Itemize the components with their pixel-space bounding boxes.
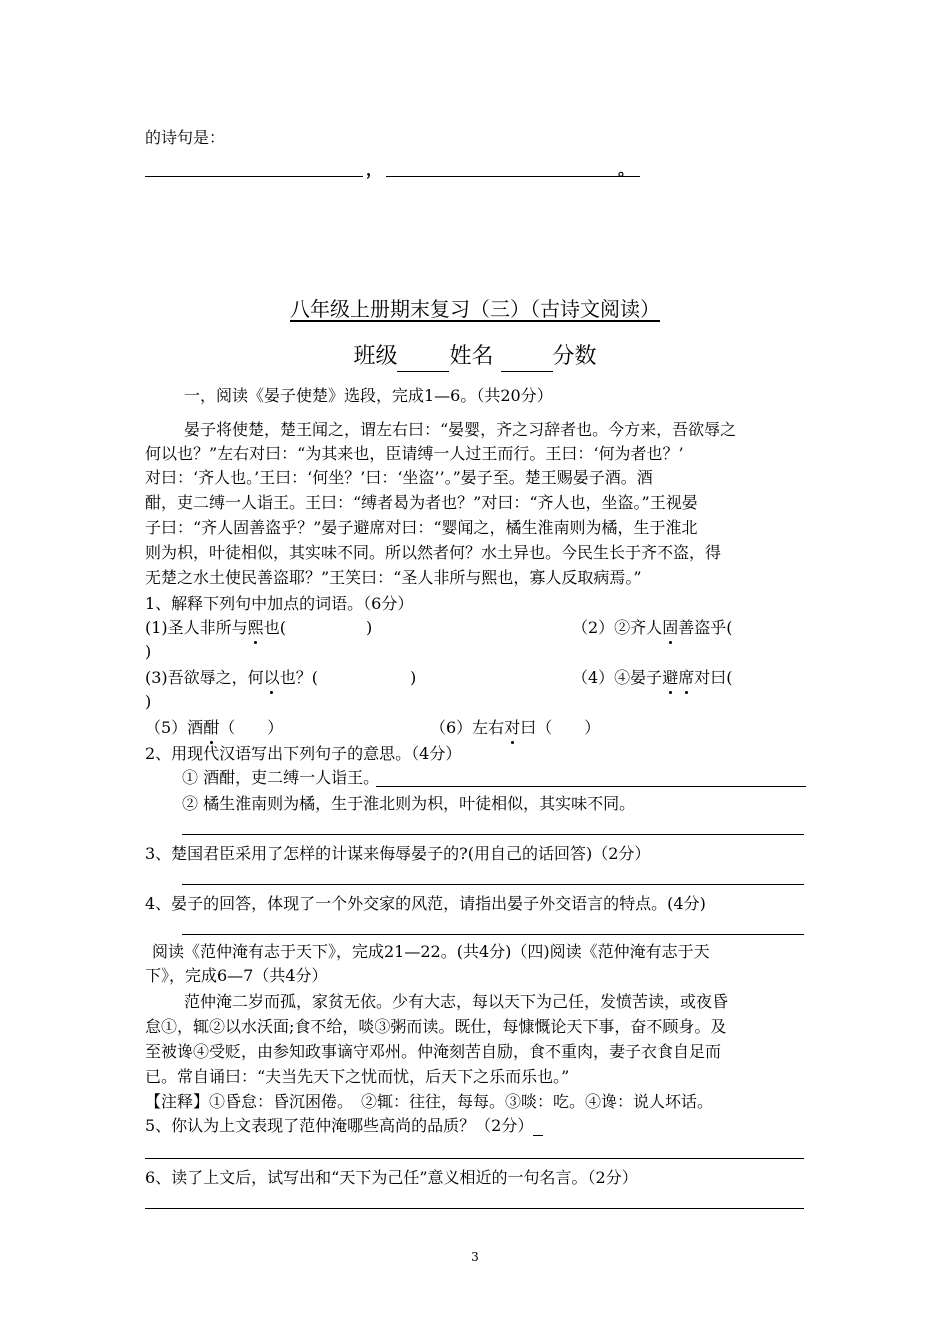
- passage-line: 怠①，辄②以水沃面;食不给，啖③粥而读。既仕，每慷慨论天下事，奋不顾身。及: [145, 1017, 727, 1036]
- dotted-word: 酣: [203, 718, 220, 737]
- class-name-score-line: [0, 342, 950, 372]
- passage-line: 则为枳，叶徒相似，其实味不同。所以然者何？水土异也。今民生长于齐不盗，得: [145, 543, 722, 562]
- passage-line: 无楚之水土使民善盗耶？”王笑曰：“圣人非所与熙也，寡人反取病焉。”: [145, 568, 642, 587]
- dotted-word: 以: [263, 668, 280, 687]
- dotted-word: 熙: [247, 618, 264, 637]
- q1-item-text: （2）②齐人: [572, 618, 663, 637]
- passage-line: 至被谗④受贬，由参知政事谪守邓州。仲淹刻苦自励，食不重肉，妻子衣食自足而: [145, 1042, 722, 1061]
- q1-item-2-wrap: ): [145, 642, 152, 661]
- q1-item-text: (3)吾欲辱之，何: [145, 668, 264, 687]
- question-3: 3、楚国君臣采用了怎样的计谋来侮辱晏子的?(用自己的话回答)（2分）: [145, 844, 651, 863]
- q1-item-3: [145, 668, 416, 688]
- dotted-word: 避: [662, 668, 679, 687]
- answer-blank[interactable]: [533, 1117, 543, 1136]
- dotted-word: 固: [662, 618, 679, 637]
- answer-line[interactable]: [182, 834, 804, 835]
- answer-line[interactable]: [145, 1158, 804, 1159]
- answer-line[interactable]: [376, 786, 806, 787]
- question-5: [145, 1116, 543, 1136]
- q1-item-text: (1)圣人非所与: [145, 618, 248, 637]
- q1-item-text: 也？(: [279, 668, 318, 687]
- q1-item-text: 曰（ ）: [520, 718, 601, 737]
- dotted-word: 对: [504, 718, 521, 737]
- class-blank: [397, 349, 449, 372]
- q1-item-text: （4）④晏子: [572, 668, 663, 687]
- passage-line: 何以也？”左右对曰：“为其来也，臣请缚一人过王而行。王曰：‘何为者也？’: [145, 444, 684, 463]
- question-6: 6、读了上文后，试写出和“天下为己任”意义相近的一句名言。（2分）: [145, 1168, 638, 1187]
- q2-sentence-2: ② 橘生淮南则为橘，生于淮北则为枳，叶徒相似，其实味不同。: [182, 794, 636, 813]
- passage-line: 晏子将使楚，楚王闻之，谓左右曰：“晏婴，齐之习辞者也。今方来，吾欲辱之: [184, 420, 737, 439]
- question-1-label: 1、解释下列句中加点的词语。（6分）: [145, 594, 414, 613]
- page-title: [0, 296, 950, 322]
- page-number: 3: [471, 1250, 479, 1264]
- score-label: 分数: [552, 344, 597, 369]
- passage-line: 已。常自诵曰：“夫当先天下之忧而忧，后天下之乐而乐也。”: [145, 1067, 570, 1086]
- question-2-label: 2、用现代汉语写出下列句子的意思。（4分）: [145, 744, 462, 763]
- top-period: 。: [618, 160, 635, 179]
- q1-item-text: ): [365, 618, 373, 637]
- answer-line[interactable]: [145, 1208, 804, 1209]
- dotted-word: 席: [678, 668, 695, 687]
- passage-line: 对曰：‘齐人也。’王曰：‘何坐？’曰：‘坐盗’’。”晏子至。楚王赐晏子酒。酒: [145, 468, 653, 487]
- answer-line[interactable]: [182, 884, 804, 885]
- section2-heading-1: 阅读《范仲淹有志于天下》，完成21—22。(共4分)（四)阅读《范仲淹有志于天: [152, 942, 710, 961]
- q1-item-2: [572, 618, 732, 638]
- page-title-text: 八年级上册期末复习（三）（古诗文阅读）: [290, 297, 660, 321]
- q2-sentence-1: ① 酒酣，吏二缚一人诣王。: [182, 768, 380, 787]
- q1-item-1: [145, 618, 372, 638]
- q1-item-5: [145, 718, 283, 738]
- question-4: 4、晏子的回答，体现了一个外交家的风范，请指出晏子外交语言的特点。(4分): [145, 894, 706, 913]
- name-label: 姓名: [449, 344, 494, 369]
- class-label: 班级: [353, 344, 398, 369]
- q1-item-4: [572, 668, 732, 688]
- section2-heading-2: 下》，完成6—7（共4分）: [145, 966, 328, 985]
- answer-line: [145, 176, 363, 177]
- q1-item-text: 也(: [263, 618, 286, 637]
- annotation-note: 【注释】①昏怠：昏沉困倦。 ②辄：往往，每每。③啖：吃。④谗：说人坏话。: [145, 1092, 714, 1111]
- passage-line: 范仲淹二岁而孤，家贫无依。少有大志，每以天下为己任，发愤苦读，或夜昏: [184, 992, 729, 1011]
- q1-item-text: 善盗乎(: [678, 618, 733, 637]
- q1-item-4-wrap: ): [145, 692, 152, 711]
- q1-item-text: 对曰(: [694, 668, 733, 687]
- passage-line: 酣，吏二缚一人诣王。王曰：“缚者曷为者也？”对曰：“齐人也，坐盗。”王视晏: [145, 493, 698, 512]
- q1-item-text: （ ）: [219, 718, 284, 737]
- q1-item-text: （6）左右: [430, 718, 505, 737]
- passage-line: 子曰：“齐人固善盗乎？”晏子避席对曰：“婴闻之，橘生淮南则为橘，生于淮北: [145, 518, 698, 537]
- name-blank: [501, 349, 553, 372]
- q1-item-6: [430, 718, 600, 738]
- section1-heading: 一，阅读《晏子使楚》选段，完成1—6。（共20分）: [184, 386, 553, 405]
- q1-item-text: （5）酒: [145, 718, 204, 737]
- question-5-text: 5、你认为上文表现了范仲淹哪些高尚的品质？（2分）: [145, 1116, 534, 1135]
- top-comma: ，: [366, 160, 383, 179]
- answer-line[interactable]: [182, 934, 804, 935]
- q1-item-text: ): [409, 668, 417, 687]
- top-intro: 的诗句是：: [145, 128, 226, 147]
- answer-line: [386, 176, 640, 177]
